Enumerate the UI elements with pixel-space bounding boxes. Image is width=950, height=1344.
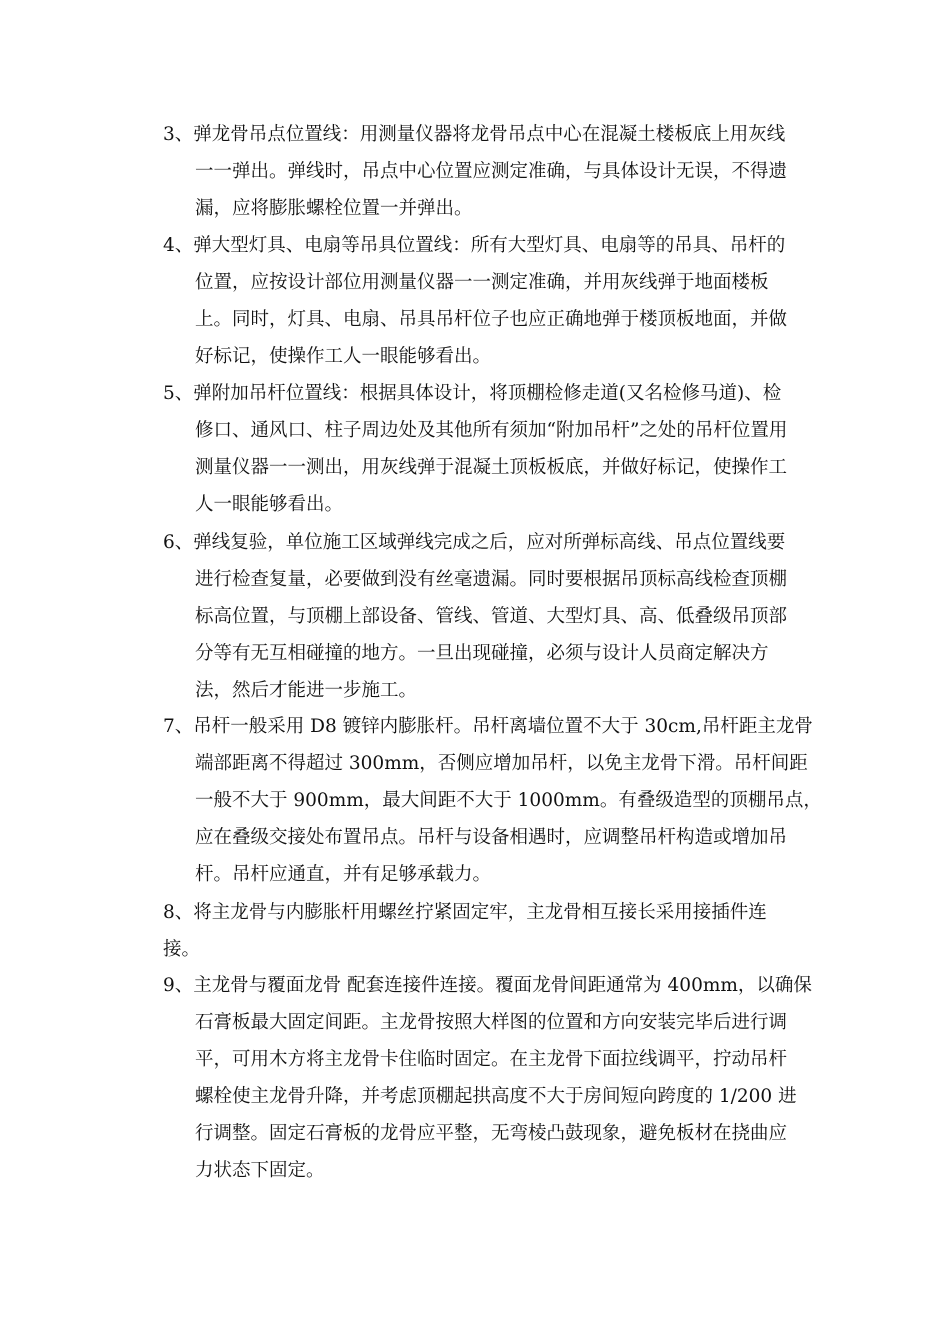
item-line: 上。同时，灯具、电扇、吊具吊杆位子也应正确地弹于楼顶板地面，并做 <box>195 309 788 330</box>
item-line: 漏，应将膨胀螺栓位置一并弹出。 <box>195 198 473 219</box>
item-line: 端部距离不得超过 300mm，否侧应增加吊杆，以免主龙骨下滑。吊杆间距 <box>195 753 808 774</box>
item-line: 标高位置，与顶棚上部设备、管线、管道、大型灯具、高、低叠级吊顶部 <box>195 606 788 627</box>
list-item-7 <box>163 708 823 893</box>
item-line: 平，可用木方将主龙骨卡住临时固定。在主龙骨下面拉线调平，拧动吊杆 <box>195 1049 788 1070</box>
item-line: 行调整。固定石膏板的龙骨应平整，无弯棱凸鼓现象，避免板材在挠曲应 <box>195 1123 788 1144</box>
item-line: 位置，应按设计部位用测量仪器一一测定准确，并用灰线弹于地面楼板 <box>195 272 769 293</box>
item-line: 螺栓使主龙骨升降，并考虑顶棚起拱高度不大于房间短向跨度的 1/200 进 <box>195 1086 797 1107</box>
item-line: 3、弹龙骨吊点位置线：用测量仪器将龙骨吊点中心在混凝土楼板底上用灰线 <box>163 124 786 145</box>
item-line: 4、弹大型灯具、电扇等吊具位置线：所有大型灯具、电扇等的吊具、吊杆的 <box>163 235 786 256</box>
list-item-3 <box>163 116 823 227</box>
item-line: 力状态下固定。 <box>195 1160 325 1181</box>
item-line: 7、吊杆一般采用 D8 镀锌内膨胀杆。吊杆离墙位置不大于 30cm,吊杆距主龙骨 <box>163 716 813 737</box>
item-line: 一一弹出。弹线时，吊点中心位置应测定准确，与具体设计无误，不得遗 <box>195 161 788 182</box>
list-item-4 <box>163 227 823 375</box>
list-item-5 <box>163 375 823 523</box>
item-line: 一般不大于 900mm，最大间距不大于 1000mm。有叠级造型的顶棚吊点， <box>195 790 822 811</box>
item-line: 分等有无互相碰撞的地方。一旦出现碰撞，必须与设计人员商定解决方 <box>195 643 769 664</box>
item-line: 测量仪器一一测出，用灰线弹于混凝土顶板板底，并做好标记，使操作工 <box>195 457 788 478</box>
item-line: 9、主龙骨与覆面龙骨 配套连接件连接。覆面龙骨间距通常为 400mm，以确保 <box>163 975 812 996</box>
item-line: 应在叠级交接处布置吊点。吊杆与设备相遇时，应调整吊杆构造或增加吊 <box>195 827 788 848</box>
list-item-6 <box>163 524 823 709</box>
item-line: 进行检查复量，必要做到没有丝毫遗漏。同时要根据吊顶标高线检查顶棚 <box>195 569 788 590</box>
item-line: 人一眼能够看出。 <box>195 494 344 515</box>
item-line: 杆。吊杆应通直，并有足够承载力。 <box>195 864 492 885</box>
item-line: 修口、通风口、柱子周边处及其他所有须加“附加吊杆”之处的吊杆位置用 <box>195 420 788 441</box>
list-item-9 <box>163 967 823 1189</box>
list-item-8 <box>163 894 823 968</box>
item-line: 8、将主龙骨与内膨胀杆用螺丝拧紧固定牢，主龙骨相互接长采用接插件连 <box>163 902 767 923</box>
item-line: 5、弹附加吊杆位置线：根据具体设计，将顶棚检修走道(又名检修马道)、检 <box>163 383 782 404</box>
item-line: 6、弹线复验，单位施工区域弹线完成之后，应对所弹标高线、吊点位置线要 <box>163 532 786 553</box>
item-line: 法，然后才能进一步施工。 <box>195 680 418 701</box>
item-line: 接。 <box>163 939 201 960</box>
item-line: 好标记，使操作工人一眼能够看出。 <box>195 346 492 367</box>
item-line: 石膏板最大固定间距。主龙骨按照大样图的位置和方向安装完毕后进行调 <box>195 1012 788 1033</box>
